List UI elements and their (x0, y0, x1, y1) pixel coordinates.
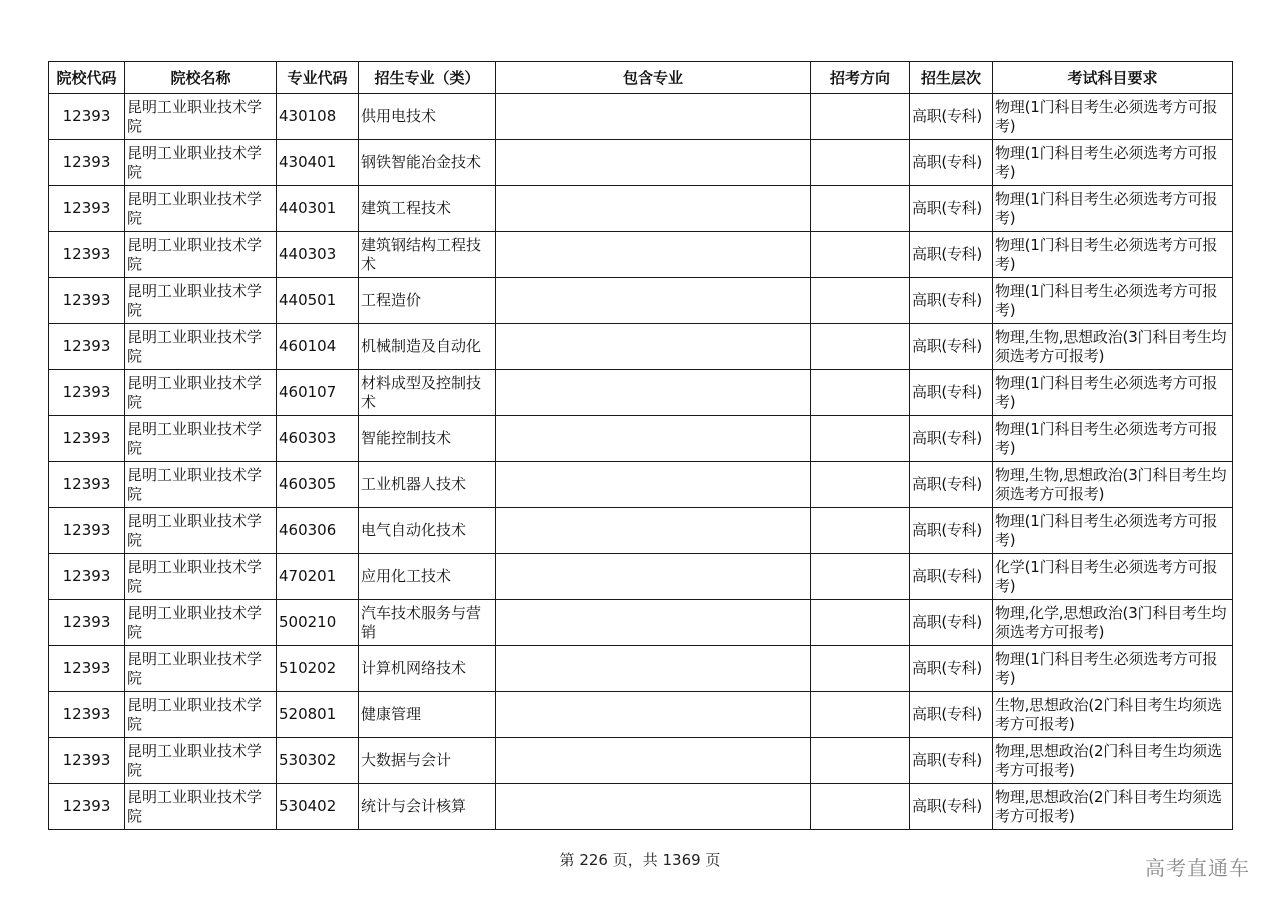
cell-major: 智能控制技术 (359, 416, 496, 462)
cell-school-code: 12393 (49, 186, 125, 232)
cell-subjects: 物理(1门科目考生必须选考方可报考) (993, 370, 1233, 416)
cell-school-name: 昆明工业职业技术学院 (125, 370, 277, 416)
cell-major-code: 460306 (277, 508, 359, 554)
header-major-code: 专业代码 (277, 62, 359, 94)
cell-subjects: 物理(1门科目考生必须选考方可报考) (993, 232, 1233, 278)
page-footer: 第 226 页，共 1369 页 (559, 851, 721, 869)
cell-school-code: 12393 (49, 692, 125, 738)
cell-major: 供用电技术 (359, 94, 496, 140)
cell-subjects: 化学(1门科目考生必须选考方可报考) (993, 554, 1233, 600)
cell-school-name: 昆明工业职业技术学院 (125, 692, 277, 738)
cell-level: 高职(专科) (910, 370, 993, 416)
cell-level: 高职(专科) (910, 324, 993, 370)
cell-major: 健康管理 (359, 692, 496, 738)
cell-direction (811, 462, 910, 508)
cell-level: 高职(专科) (910, 738, 993, 784)
cell-major: 工业机器人技术 (359, 462, 496, 508)
cell-major: 工程造价 (359, 278, 496, 324)
cell-subjects: 物理(1门科目考生必须选考方可报考) (993, 94, 1233, 140)
cell-major-code: 440303 (277, 232, 359, 278)
cell-included-majors (496, 738, 811, 784)
cell-major: 统计与会计核算 (359, 784, 496, 830)
cell-major: 机械制造及自动化 (359, 324, 496, 370)
cell-subjects: 物理(1门科目考生必须选考方可报考) (993, 140, 1233, 186)
table-row (49, 738, 1233, 784)
cell-direction (811, 738, 910, 784)
admissions-table (48, 61, 1233, 830)
table-row (49, 324, 1233, 370)
cell-school-code: 12393 (49, 784, 125, 830)
cell-included-majors (496, 186, 811, 232)
cell-major: 钢铁智能冶金技术 (359, 140, 496, 186)
cell-level: 高职(专科) (910, 554, 993, 600)
cell-level: 高职(专科) (910, 508, 993, 554)
cell-school-name: 昆明工业职业技术学院 (125, 94, 277, 140)
cell-subjects: 物理,化学,思想政治(3门科目考生均须选考方可报考) (993, 600, 1233, 646)
cell-major: 汽车技术服务与营销 (359, 600, 496, 646)
cell-school-code: 12393 (49, 94, 125, 140)
cell-level: 高职(专科) (910, 140, 993, 186)
table-row (49, 646, 1233, 692)
cell-direction (811, 94, 910, 140)
cell-school-name: 昆明工业职业技术学院 (125, 738, 277, 784)
cell-major: 应用化工技术 (359, 554, 496, 600)
cell-major-code: 430401 (277, 140, 359, 186)
cell-major: 建筑工程技术 (359, 186, 496, 232)
cell-major-code: 430108 (277, 94, 359, 140)
cell-school-name: 昆明工业职业技术学院 (125, 186, 277, 232)
cell-included-majors (496, 508, 811, 554)
admissions-table-container (48, 61, 1233, 830)
cell-major: 材料成型及控制技术 (359, 370, 496, 416)
cell-direction (811, 784, 910, 830)
cell-direction (811, 278, 910, 324)
header-direction: 招考方向 (811, 62, 910, 94)
cell-school-name: 昆明工业职业技术学院 (125, 646, 277, 692)
cell-major-code: 530302 (277, 738, 359, 784)
cell-major-code: 460303 (277, 416, 359, 462)
cell-school-code: 12393 (49, 324, 125, 370)
cell-major: 建筑钢结构工程技术 (359, 232, 496, 278)
cell-subjects: 物理,思想政治(2门科目考生均须选考方可报考) (993, 784, 1233, 830)
cell-major-code: 440501 (277, 278, 359, 324)
cell-school-code: 12393 (49, 462, 125, 508)
cell-direction (811, 140, 910, 186)
table-row (49, 140, 1233, 186)
table-row (49, 600, 1233, 646)
cell-subjects: 物理,生物,思想政治(3门科目考生均须选考方可报考) (993, 462, 1233, 508)
cell-included-majors (496, 232, 811, 278)
cell-subjects: 物理(1门科目考生必须选考方可报考) (993, 278, 1233, 324)
header-included-majors: 包含专业 (496, 62, 811, 94)
watermark: 高考直通车 (1145, 856, 1250, 880)
cell-school-code: 12393 (49, 738, 125, 784)
cell-school-code: 12393 (49, 370, 125, 416)
cell-direction (811, 508, 910, 554)
cell-level: 高职(专科) (910, 784, 993, 830)
cell-major: 计算机网络技术 (359, 646, 496, 692)
cell-school-code: 12393 (49, 646, 125, 692)
cell-included-majors (496, 140, 811, 186)
cell-school-code: 12393 (49, 600, 125, 646)
cell-subjects: 物理(1门科目考生必须选考方可报考) (993, 508, 1233, 554)
cell-subjects: 物理(1门科目考生必须选考方可报考) (993, 646, 1233, 692)
cell-included-majors (496, 416, 811, 462)
cell-included-majors (496, 692, 811, 738)
table-row (49, 232, 1233, 278)
cell-included-majors (496, 646, 811, 692)
table-row (49, 462, 1233, 508)
cell-direction (811, 232, 910, 278)
cell-included-majors (496, 600, 811, 646)
header-level: 招生层次 (910, 62, 993, 94)
cell-subjects: 物理,生物,思想政治(3门科目考生均须选考方可报考) (993, 324, 1233, 370)
cell-school-name: 昆明工业职业技术学院 (125, 784, 277, 830)
cell-direction (811, 324, 910, 370)
cell-included-majors (496, 94, 811, 140)
cell-direction (811, 600, 910, 646)
cell-level: 高职(专科) (910, 278, 993, 324)
cell-level: 高职(专科) (910, 600, 993, 646)
table-row (49, 554, 1233, 600)
cell-direction (811, 692, 910, 738)
cell-direction (811, 186, 910, 232)
cell-included-majors (496, 462, 811, 508)
table-row (49, 508, 1233, 554)
cell-major-code: 530402 (277, 784, 359, 830)
cell-school-name: 昆明工业职业技术学院 (125, 554, 277, 600)
cell-included-majors (496, 554, 811, 600)
header-school-name: 院校名称 (125, 62, 277, 94)
cell-school-code: 12393 (49, 508, 125, 554)
cell-included-majors (496, 324, 811, 370)
cell-major-code: 460305 (277, 462, 359, 508)
header-school-code: 院校代码 (49, 62, 125, 94)
header-subjects: 考试科目要求 (993, 62, 1233, 94)
cell-subjects: 物理(1门科目考生必须选考方可报考) (993, 416, 1233, 462)
cell-level: 高职(专科) (910, 232, 993, 278)
table-row (49, 416, 1233, 462)
cell-school-name: 昆明工业职业技术学院 (125, 324, 277, 370)
cell-major-code: 520801 (277, 692, 359, 738)
cell-included-majors (496, 278, 811, 324)
table-row (49, 278, 1233, 324)
cell-major-code: 500210 (277, 600, 359, 646)
cell-school-code: 12393 (49, 232, 125, 278)
cell-major-code: 460107 (277, 370, 359, 416)
cell-level: 高职(专科) (910, 94, 993, 140)
cell-major-code: 470201 (277, 554, 359, 600)
table-row (49, 370, 1233, 416)
cell-school-name: 昆明工业职业技术学院 (125, 462, 277, 508)
cell-major: 电气自动化技术 (359, 508, 496, 554)
cell-level: 高职(专科) (910, 416, 993, 462)
cell-direction (811, 646, 910, 692)
cell-school-code: 12393 (49, 278, 125, 324)
cell-school-code: 12393 (49, 140, 125, 186)
cell-school-name: 昆明工业职业技术学院 (125, 140, 277, 186)
cell-subjects: 物理(1门科目考生必须选考方可报考) (993, 186, 1233, 232)
table-row (49, 94, 1233, 140)
cell-school-code: 12393 (49, 554, 125, 600)
cell-direction (811, 416, 910, 462)
cell-level: 高职(专科) (910, 462, 993, 508)
table-row (49, 784, 1233, 830)
cell-included-majors (496, 784, 811, 830)
cell-school-code: 12393 (49, 416, 125, 462)
table-row (49, 186, 1233, 232)
cell-school-name: 昆明工业职业技术学院 (125, 232, 277, 278)
cell-included-majors (496, 370, 811, 416)
cell-major-code: 510202 (277, 646, 359, 692)
cell-level: 高职(专科) (910, 692, 993, 738)
header-major: 招生专业（类） (359, 62, 496, 94)
table-row (49, 692, 1233, 738)
cell-major: 大数据与会计 (359, 738, 496, 784)
cell-school-name: 昆明工业职业技术学院 (125, 416, 277, 462)
cell-school-name: 昆明工业职业技术学院 (125, 600, 277, 646)
cell-level: 高职(专科) (910, 186, 993, 232)
cell-subjects: 物理,思想政治(2门科目考生均须选考方可报考) (993, 738, 1233, 784)
table-body (49, 94, 1233, 830)
cell-subjects: 生物,思想政治(2门科目考生均须选考方可报考) (993, 692, 1233, 738)
cell-school-name: 昆明工业职业技术学院 (125, 278, 277, 324)
table-header-row (49, 62, 1233, 94)
cell-direction (811, 554, 910, 600)
cell-school-name: 昆明工业职业技术学院 (125, 508, 277, 554)
cell-major-code: 460104 (277, 324, 359, 370)
cell-level: 高职(专科) (910, 646, 993, 692)
cell-direction (811, 370, 910, 416)
cell-major-code: 440301 (277, 186, 359, 232)
